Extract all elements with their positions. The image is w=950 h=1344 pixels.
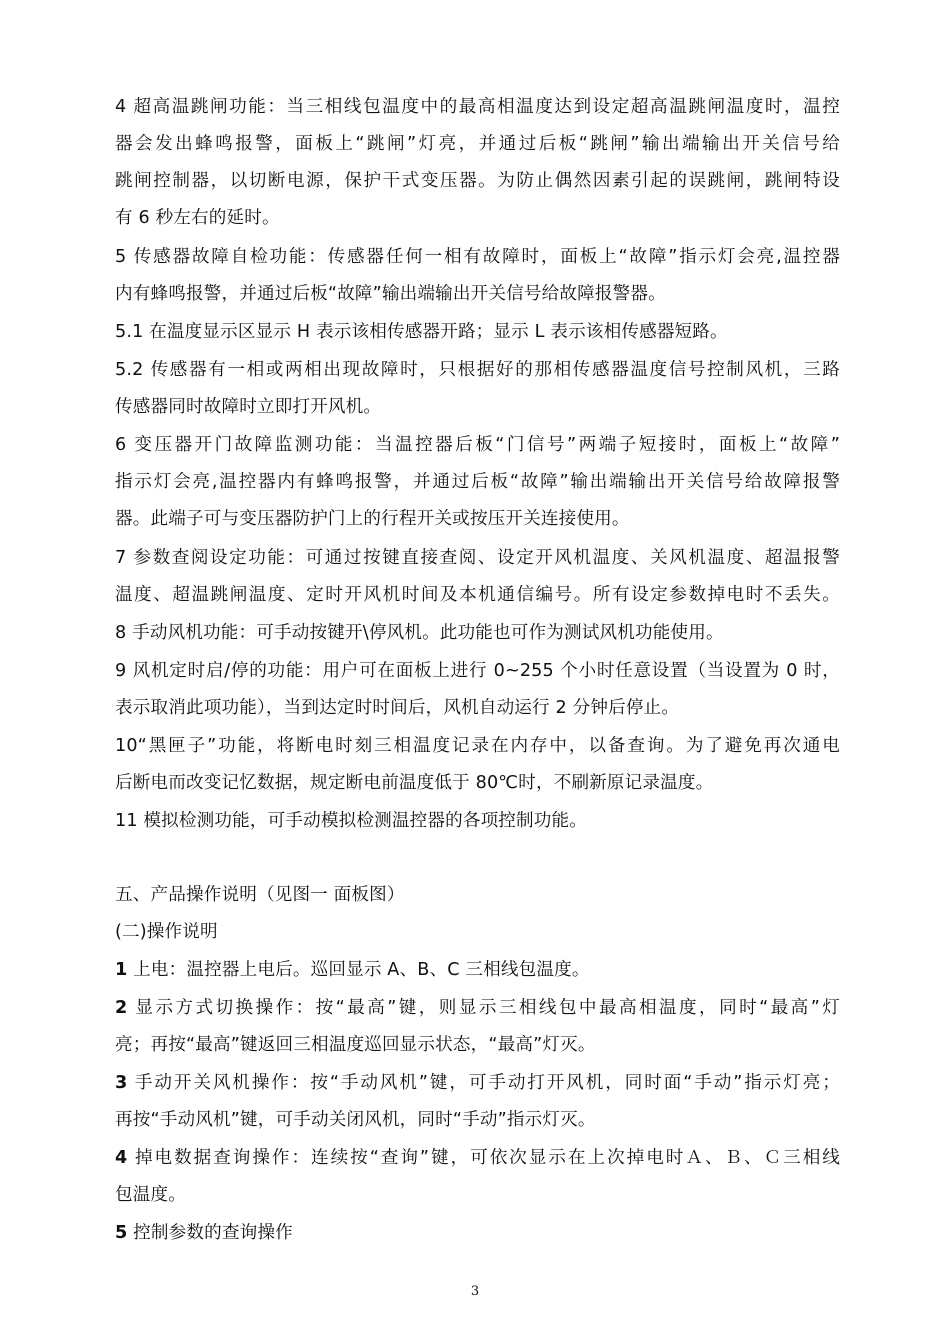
page-number: 3: [470, 1284, 480, 1299]
paragraph-line: 6 变压器开门故障监测功能：当温控器后板“门信号”两端子短接时，面板上“故障”: [115, 435, 840, 455]
operation-text: 掉电数据查询操作：连续按“查询”键，可依次显示在上次掉电时Ａ、Ｂ、Ｃ三相线: [127, 1148, 840, 1168]
paragraph-line: 器会发出蜂鸣报警，面板上“跳闸”灯亮，并通过后板“跳闸”输出端输出开关信号给: [115, 134, 840, 154]
paragraph-line: 指示灯会亮,温控器内有蜂鸣报警，并通过后板“故障”输出端输出开关信号给故障报警: [115, 472, 840, 492]
paragraph-line: 8 手动风机功能：可手动按键开\停风机。此功能也可作为测试风机功能使用。: [115, 623, 724, 643]
operation-number: 4: [115, 1148, 128, 1168]
operation-item: [115, 1071, 840, 1095]
operation-text: 上电：温控器上电后。巡回显示 A、B、C 三相线包温度。: [127, 960, 590, 980]
paragraph-line: 有 6 秒左右的延时。: [115, 208, 280, 228]
operation-number: 3: [115, 1073, 128, 1093]
operation-continuation: 包温度。: [115, 1185, 186, 1205]
paragraph-line: 5 传感器故障自检功能：传感器任何一相有故障时，面板上“故障”指示灯会亮,温控器: [115, 247, 840, 267]
paragraph-line: 10“黑匣子”功能，将断电时刻三相温度记录在内存中，以备查询。为了避免再次通电: [115, 736, 840, 756]
paragraph-line: 跳闸控制器，以切断电源，保护干式变压器。为防止偶然因素引起的误跳闸，跳闸特设: [115, 171, 840, 191]
section-heading: 五、产品操作说明（见图一 面板图）: [115, 885, 405, 905]
operation-item: [115, 1146, 840, 1170]
paragraph-line: 5.1 在温度显示区显示 H 表示该相传感器开路；显示 L 表示该相传感器短路。: [115, 322, 728, 342]
operation-number: 5: [115, 1223, 128, 1243]
paragraph-line: 9 风机定时启/停的功能：用户可在面板上进行 0~255 个小时任意设置（当设置为 0 时，: [115, 661, 840, 681]
paragraph-line: 11 模拟检测功能，可手动模拟检测温控器的各项控制功能。: [115, 811, 588, 831]
operation-continuation: 亮；再按“最高”键返回三相温度巡回显示状态，“最高”灯灭。: [115, 1035, 596, 1055]
operation-item: [115, 958, 840, 982]
paragraph-line: 5.2 传感器有一相或两相出现故障时，只根据好的那相传感器温度信号控制风机，三路: [115, 360, 840, 380]
paragraph-line: 传感器同时故障时立即打开风机。: [115, 397, 382, 417]
section-subheading: (二)操作说明: [115, 922, 218, 942]
paragraph-line: 后断电而改变记忆数据，规定断电前温度低于 80℃时，不刷新原记录温度。: [115, 773, 714, 793]
operation-item: [115, 996, 840, 1020]
paragraph-line: 内有蜂鸣报警，并通过后板“故障”输出端输出开关信号给故障报警器。: [115, 284, 666, 304]
operation-text: 控制参数的查询操作: [127, 1223, 293, 1243]
operation-item: [115, 1221, 840, 1245]
operation-number: 2: [115, 998, 128, 1018]
paragraph-line: 7 参数查阅设定功能：可通过按键直接查阅、设定开风机温度、关风机温度、超温报警: [115, 548, 840, 568]
paragraph-line: 表示取消此项功能），当到达定时时间后，风机自动运行 2 分钟后停止。: [115, 698, 680, 718]
paragraph-line: 温度、超温跳闸温度、定时开风机时间及本机通信编号。所有设定参数掉电时不丢失。: [115, 585, 840, 605]
operation-continuation: 再按“手动风机”键，可手动关闭风机，同时“手动”指示灯灭。: [115, 1110, 596, 1130]
operation-text: 手动开关风机操作：按“手动风机”键，可手动打开风机，同时面“手动”指示灯亮；: [127, 1073, 840, 1093]
paragraph-line: 器。此端子可与变压器防护门上的行程开关或按压开关连接使用。: [115, 509, 630, 529]
operation-number: 1: [115, 960, 128, 980]
operation-text: 显示方式切换操作：按“最高”键，则显示三相线包中最高相温度，同时“最高”灯: [127, 998, 840, 1018]
paragraph-line: 4 超高温跳闸功能：当三相线包温度中的最高相温度达到设定超高温跳闸温度时，温控: [115, 97, 840, 117]
